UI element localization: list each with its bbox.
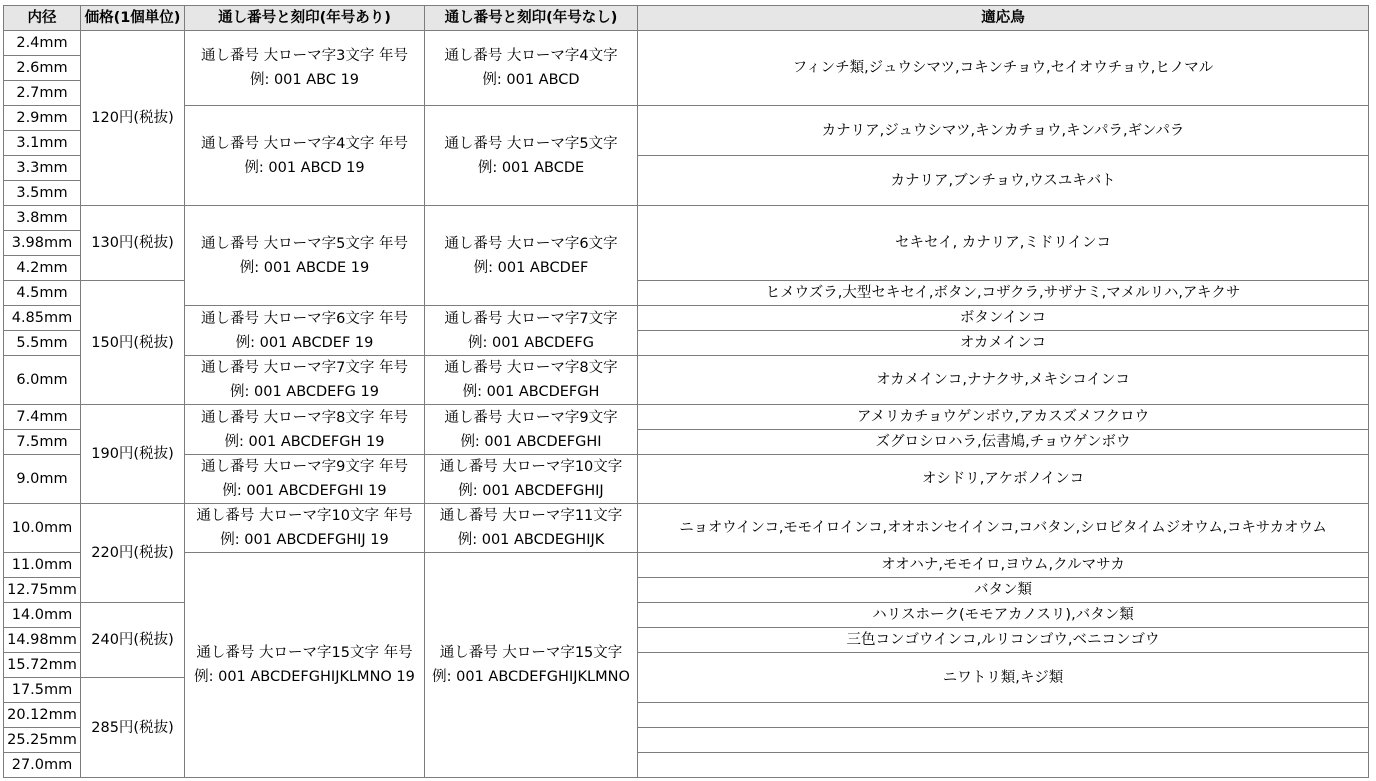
serial-with-year-cell: 通し番号 大ローマ字5文字 年号 例: 001 ABCDE 19 [185,206,425,306]
diameter-cell: 4.2mm [4,256,81,281]
diameter-cell: 12.75mm [4,578,81,603]
diameter-cell: 15.72mm [4,653,81,678]
birds-cell: 三色コンゴウインコ,ルリコンゴウ,ベニコンゴウ [638,628,1369,653]
header-diameter: 内径 [4,6,81,31]
birds-cell: オカメインコ,ナナクサ,メキシコインコ [638,356,1369,405]
serial-without-year-cell: 通し番号 大ローマ字4文字 例: 001 ABCD [425,31,638,106]
price-cell: 190円(税抜) [81,405,185,504]
ring-size-table-container [3,5,1369,778]
birds-cell: カナリア,ジュウシマツ,キンカチョウ,キンパラ,ギンパラ [638,106,1369,156]
header-row [4,6,1369,31]
price-cell: 220円(税抜) [81,504,185,603]
diameter-cell: 4.5mm [4,281,81,306]
birds-cell: オオハナ,モモイロ,ヨウム,クルマサカ [638,553,1369,578]
table-row [4,405,1369,430]
diameter-cell: 7.5mm [4,430,81,455]
serial-with-year-cell: 通し番号 大ローマ字7文字 年号 例: 001 ABCDEFG 19 [185,356,425,405]
birds-cell: オカメインコ [638,331,1369,356]
serial-with-year-cell: 通し番号 大ローマ字9文字 年号 例: 001 ABCDEFGHI 19 [185,455,425,504]
diameter-cell: 9.0mm [4,455,81,504]
serial-with-year-cell: 通し番号 大ローマ字15文字 年号 例: 001 ABCDEFGHIJKLMNO 19 [185,553,425,778]
table-row [4,455,1369,504]
diameter-cell: 20.12mm [4,703,81,728]
serial-without-year-cell: 通し番号 大ローマ字11文字 例: 001 ABCDEGHIJK [425,504,638,553]
birds-cell: ボタンインコ [638,306,1369,331]
table-row [4,553,1369,578]
diameter-cell: 7.4mm [4,405,81,430]
table-row [4,504,1369,553]
serial-without-year-cell: 通し番号 大ローマ字6文字 例: 001 ABCDEF [425,206,638,306]
diameter-cell: 11.0mm [4,553,81,578]
ring-size-table [3,5,1369,778]
diameter-cell: 14.98mm [4,628,81,653]
serial-with-year-cell: 通し番号 大ローマ字8文字 年号 例: 001 ABCDEFGH 19 [185,405,425,455]
diameter-cell: 4.85mm [4,306,81,331]
serial-without-year-cell: 通し番号 大ローマ字9文字 例: 001 ABCDEFGHI [425,405,638,455]
diameter-cell: 2.4mm [4,31,81,56]
price-cell: 240円(税抜) [81,603,185,678]
diameter-cell: 3.3mm [4,156,81,181]
serial-without-year-cell: 通し番号 大ローマ字5文字 例: 001 ABCDE [425,106,638,206]
table-row [4,206,1369,231]
diameter-cell: 10.0mm [4,504,81,553]
birds-cell [638,703,1369,728]
table-row [4,356,1369,405]
birds-cell: フィンチ類,ジュウシマツ,コキンチョウ,セイオウチョウ,ヒノマル [638,31,1369,106]
serial-without-year-cell: 通し番号 大ローマ字15文字 例: 001 ABCDEFGHIJKLMNO [425,553,638,778]
serial-with-year-cell: 通し番号 大ローマ字6文字 年号 例: 001 ABCDEF 19 [185,306,425,356]
serial-with-year-cell: 通し番号 大ローマ字3文字 年号 例: 001 ABC 19 [185,31,425,106]
serial-with-year-cell: 通し番号 大ローマ字10文字 年号 例: 001 ABCDEFGHIJ 19 [185,504,425,553]
birds-cell: ニョオウインコ,モモイロインコ,オオホンセイインコ,コバタン,シロビタイムジオウム,コキサカオウム [638,504,1369,553]
birds-cell: アメリカチョウゲンボウ,アカスズメフクロウ [638,405,1369,430]
serial-without-year-cell: 通し番号 大ローマ字8文字 例: 001 ABCDEFGH [425,356,638,405]
birds-cell: ヒメウズラ,大型セキセイ,ボタン,コザクラ,サザナミ,マメルリハ,アキクサ [638,281,1369,306]
header-serial-with-year: 通し番号と刻印(年号あり) [185,6,425,31]
table-row [4,106,1369,131]
price-cell: 130円(税抜) [81,206,185,281]
birds-cell [638,728,1369,753]
diameter-cell: 2.7mm [4,81,81,106]
diameter-cell: 6.0mm [4,356,81,405]
serial-with-year-cell: 通し番号 大ローマ字4文字 年号 例: 001 ABCD 19 [185,106,425,206]
table-row [4,31,1369,56]
birds-cell: セキセイ, カナリア,ミドリインコ [638,206,1369,281]
price-cell: 285円(税抜) [81,678,185,778]
table-row [4,306,1369,331]
birds-cell: ハリスホーク(モモアカノスリ),バタン類 [638,603,1369,628]
diameter-cell: 3.5mm [4,181,81,206]
diameter-cell: 2.6mm [4,56,81,81]
diameter-cell: 2.9mm [4,106,81,131]
birds-cell: ニワトリ類,キジ類 [638,653,1369,703]
serial-without-year-cell: 通し番号 大ローマ字7文字 例: 001 ABCDEFG [425,306,638,356]
diameter-cell: 3.8mm [4,206,81,231]
diameter-cell: 27.0mm [4,753,81,778]
diameter-cell: 14.0mm [4,603,81,628]
price-cell: 120円(税抜) [81,31,185,206]
diameter-cell: 5.5mm [4,331,81,356]
price-cell: 150円(税抜) [81,281,185,405]
diameter-cell: 3.1mm [4,131,81,156]
birds-cell: カナリア,ブンチョウ,ウスユキバト [638,156,1369,206]
diameter-cell: 3.98mm [4,231,81,256]
diameter-cell: 25.25mm [4,728,81,753]
serial-without-year-cell: 通し番号 大ローマ字10文字 例: 001 ABCDEFGHIJ [425,455,638,504]
header-birds: 適応鳥 [638,6,1369,31]
header-price: 価格(1個単位) [81,6,185,31]
header-serial-without-year: 通し番号と刻印(年号なし) [425,6,638,31]
birds-cell: バタン類 [638,578,1369,603]
birds-cell: オシドリ,アケボノインコ [638,455,1369,504]
birds-cell: ズグロシロハラ,伝書鳩,チョウゲンボウ [638,430,1369,455]
diameter-cell: 17.5mm [4,678,81,703]
birds-cell [638,753,1369,778]
